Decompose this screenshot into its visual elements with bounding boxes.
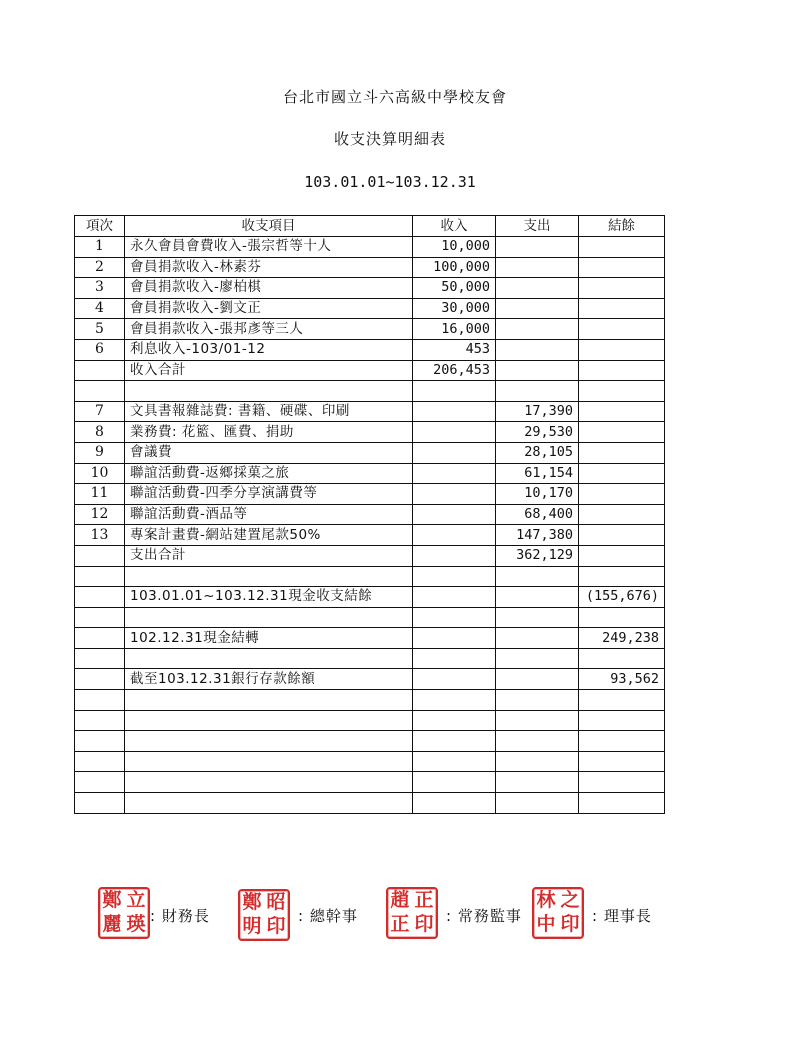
row-number-cell xyxy=(75,360,125,381)
row-income-cell xyxy=(413,504,496,525)
table-row xyxy=(75,772,665,793)
row-item-cell: 會員捐款收入-廖柏棋 xyxy=(125,278,413,299)
seal-char: 之 xyxy=(560,889,580,911)
row-income-cell: 50,000 xyxy=(413,278,496,299)
row-number-cell: 9 xyxy=(75,442,125,463)
document-title: 收支決算明細表 xyxy=(333,130,446,148)
row-expense-cell: 147,380 xyxy=(496,525,579,546)
row-income-cell: 16,000 xyxy=(413,319,496,340)
row-number-cell xyxy=(75,731,125,752)
org-title: 台北市國立斗六高級中學校友會 xyxy=(282,88,507,106)
row-balance-cell xyxy=(579,422,665,443)
col-header-item: 收支項目 xyxy=(125,216,413,237)
row-balance-cell xyxy=(579,793,665,814)
row-balance-cell xyxy=(579,545,665,566)
row-expense-cell xyxy=(496,360,579,381)
row-item-cell xyxy=(125,710,413,731)
table-row xyxy=(75,237,665,258)
row-expense-cell: 68,400 xyxy=(496,504,579,525)
row-income-cell xyxy=(413,463,496,484)
row-number-cell: 8 xyxy=(75,422,125,443)
row-expense-cell xyxy=(496,257,579,278)
row-income-cell: 100,000 xyxy=(413,257,496,278)
table-row xyxy=(75,504,665,525)
row-number-cell: 1 xyxy=(75,237,125,258)
row-expense-cell xyxy=(496,669,579,690)
row-balance-cell xyxy=(579,442,665,463)
row-number-cell: 7 xyxy=(75,401,125,422)
row-expense-cell xyxy=(496,772,579,793)
seal-stamp xyxy=(532,887,584,939)
row-balance-cell xyxy=(579,484,665,505)
row-balance-cell xyxy=(579,278,665,299)
row-expense-cell: 28,105 xyxy=(496,442,579,463)
reporting-period: 103.01.01~103.12.31 xyxy=(304,173,476,191)
row-expense-cell xyxy=(496,731,579,752)
seal-char: 立 xyxy=(126,889,146,911)
row-number-cell: 11 xyxy=(75,484,125,505)
ledger-header-row xyxy=(75,216,665,237)
row-balance-cell xyxy=(579,772,665,793)
row-expense-cell: 362,129 xyxy=(496,545,579,566)
row-income-cell xyxy=(413,648,496,669)
table-row xyxy=(75,731,665,752)
row-balance-cell: 93,562 xyxy=(579,669,665,690)
row-number-cell: 3 xyxy=(75,278,125,299)
seal-char: 趙 xyxy=(390,889,410,911)
row-income-cell xyxy=(413,731,496,752)
seal-char: 鄭 xyxy=(102,889,122,911)
row-item-cell xyxy=(125,731,413,752)
row-number-cell xyxy=(75,793,125,814)
row-number-cell xyxy=(75,628,125,649)
table-row xyxy=(75,278,665,299)
row-expense-cell xyxy=(496,793,579,814)
row-balance-cell xyxy=(579,237,665,258)
row-expense-cell: 61,154 xyxy=(496,463,579,484)
row-balance-cell: (155,676) xyxy=(579,587,665,608)
table-row xyxy=(75,381,665,402)
row-item-cell xyxy=(125,566,413,587)
row-item-cell xyxy=(125,751,413,772)
row-balance-cell xyxy=(579,710,665,731)
row-number-cell xyxy=(75,772,125,793)
row-balance-cell: 249,238 xyxy=(579,628,665,649)
row-income-cell xyxy=(413,793,496,814)
table-row xyxy=(75,648,665,669)
seal-stamp xyxy=(98,887,150,939)
table-row xyxy=(75,710,665,731)
role-chairman: : 理事長 xyxy=(592,907,652,925)
table-row xyxy=(75,751,665,772)
seal-char: 瑛 xyxy=(126,913,146,935)
row-balance-cell xyxy=(579,298,665,319)
row-item-cell xyxy=(125,690,413,711)
ledger-body xyxy=(75,237,665,814)
col-header-balance: 結餘 xyxy=(579,216,665,237)
row-expense-cell: 10,170 xyxy=(496,484,579,505)
table-row xyxy=(75,298,665,319)
row-balance-cell xyxy=(579,648,665,669)
row-income-cell: 453 xyxy=(413,339,496,360)
row-income-cell xyxy=(413,669,496,690)
row-number-cell: 12 xyxy=(75,504,125,525)
row-income-cell xyxy=(413,690,496,711)
row-expense-cell xyxy=(496,648,579,669)
row-item-cell: 聯誼活動費-酒品等 xyxy=(125,504,413,525)
row-number-cell xyxy=(75,545,125,566)
row-balance-cell xyxy=(579,690,665,711)
row-expense-cell xyxy=(496,298,579,319)
row-item-cell: 會員捐款收入-林素芬 xyxy=(125,257,413,278)
row-expense-cell xyxy=(496,278,579,299)
row-number-cell xyxy=(75,381,125,402)
table-row xyxy=(75,319,665,340)
seal-char: 印 xyxy=(560,913,580,935)
row-expense-cell xyxy=(496,319,579,340)
row-expense-cell xyxy=(496,607,579,628)
row-income-cell xyxy=(413,401,496,422)
row-item-cell xyxy=(125,648,413,669)
row-number-cell xyxy=(75,648,125,669)
row-balance-cell xyxy=(579,607,665,628)
table-row xyxy=(75,669,665,690)
table-row xyxy=(75,339,665,360)
row-expense-cell: 17,390 xyxy=(496,401,579,422)
seal-stamp xyxy=(386,887,438,939)
row-income-cell xyxy=(413,525,496,546)
row-income-cell: 10,000 xyxy=(413,237,496,258)
seal-char: 明 xyxy=(242,915,262,937)
row-item-cell xyxy=(125,793,413,814)
table-row xyxy=(75,545,665,566)
row-income-cell xyxy=(413,772,496,793)
col-header-no: 項次 xyxy=(75,216,125,237)
row-balance-cell xyxy=(579,751,665,772)
table-row xyxy=(75,463,665,484)
row-income-cell xyxy=(413,587,496,608)
row-income-cell xyxy=(413,710,496,731)
table-row xyxy=(75,401,665,422)
row-income-cell xyxy=(413,381,496,402)
seal-char: 正 xyxy=(390,913,410,935)
row-item-cell: 聯誼活動費-四季分享演講費等 xyxy=(125,484,413,505)
row-income-cell: 206,453 xyxy=(413,360,496,381)
row-expense-cell xyxy=(496,381,579,402)
row-item-cell: 永久會員會費收入-張宗哲等十人 xyxy=(125,237,413,258)
row-income-cell xyxy=(413,484,496,505)
row-expense-cell xyxy=(496,587,579,608)
row-income-cell xyxy=(413,442,496,463)
row-item-cell: 102.12.31現金結轉 xyxy=(125,628,413,649)
row-expense-cell xyxy=(496,339,579,360)
table-row xyxy=(75,422,665,443)
row-number-cell: 5 xyxy=(75,319,125,340)
seal-char: 印 xyxy=(414,913,434,935)
row-item-cell xyxy=(125,607,413,628)
row-item-cell: 會員捐款收入-劉文正 xyxy=(125,298,413,319)
row-balance-cell xyxy=(579,257,665,278)
row-number-cell: 13 xyxy=(75,525,125,546)
row-income-cell xyxy=(413,545,496,566)
seal-char: 麗 xyxy=(102,913,122,935)
role-treasurer: : 財務長 xyxy=(150,907,210,925)
row-income-cell xyxy=(413,607,496,628)
table-row xyxy=(75,525,665,546)
seal-stamp xyxy=(238,889,290,941)
row-balance-cell xyxy=(579,463,665,484)
row-item-cell: 會議費 xyxy=(125,442,413,463)
seal-char: 印 xyxy=(266,915,286,937)
seal-char: 中 xyxy=(536,913,556,935)
col-header-expense: 支出 xyxy=(496,216,579,237)
row-expense-cell xyxy=(496,690,579,711)
table-row xyxy=(75,628,665,649)
signature-row xyxy=(0,885,800,955)
row-number-cell xyxy=(75,587,125,608)
row-item-cell: 文具書報雜誌費: 書籍、硬碟、印刷 xyxy=(125,401,413,422)
row-number-cell xyxy=(75,566,125,587)
row-item-cell xyxy=(125,381,413,402)
row-balance-cell xyxy=(579,504,665,525)
row-item-cell: 專案計畫費-網站建置尾款50% xyxy=(125,525,413,546)
row-number-cell xyxy=(75,751,125,772)
row-balance-cell xyxy=(579,381,665,402)
role-standing-supervisor: : 常務監事 xyxy=(446,907,522,925)
row-income-cell xyxy=(413,422,496,443)
row-number-cell xyxy=(75,690,125,711)
row-balance-cell xyxy=(579,731,665,752)
row-item-cell: 利息收入-103/01-12 xyxy=(125,339,413,360)
row-balance-cell xyxy=(579,566,665,587)
row-balance-cell xyxy=(579,401,665,422)
ledger-table xyxy=(74,215,665,814)
row-expense-cell: 29,530 xyxy=(496,422,579,443)
row-number-cell: 6 xyxy=(75,339,125,360)
seal-char: 正 xyxy=(414,889,434,911)
role-secretary-general: : 總幹事 xyxy=(298,907,358,925)
row-item-cell: 收入合計 xyxy=(125,360,413,381)
row-item-cell: 支出合計 xyxy=(125,545,413,566)
row-number-cell xyxy=(75,710,125,731)
row-item-cell: 聯誼活動費-返鄉採菓之旅 xyxy=(125,463,413,484)
seal-char: 林 xyxy=(536,889,556,911)
row-income-cell xyxy=(413,628,496,649)
row-number-cell xyxy=(75,607,125,628)
table-row xyxy=(75,793,665,814)
row-number-cell: 10 xyxy=(75,463,125,484)
row-balance-cell xyxy=(579,525,665,546)
col-header-income: 收入 xyxy=(413,216,496,237)
row-number-cell xyxy=(75,669,125,690)
seal-char: 鄭 xyxy=(242,891,262,913)
row-income-cell: 30,000 xyxy=(413,298,496,319)
row-number-cell: 2 xyxy=(75,257,125,278)
table-row xyxy=(75,442,665,463)
row-expense-cell xyxy=(496,751,579,772)
row-item-cell: 截至103.12.31銀行存款餘額 xyxy=(125,669,413,690)
row-expense-cell xyxy=(496,710,579,731)
row-expense-cell xyxy=(496,566,579,587)
table-row xyxy=(75,587,665,608)
row-income-cell xyxy=(413,751,496,772)
table-row xyxy=(75,566,665,587)
table-row xyxy=(75,690,665,711)
seal-char: 昭 xyxy=(266,891,286,913)
row-expense-cell xyxy=(496,628,579,649)
row-balance-cell xyxy=(579,319,665,340)
row-item-cell xyxy=(125,772,413,793)
row-balance-cell xyxy=(579,339,665,360)
row-item-cell: 業務費: 花籃、匯費、捐助 xyxy=(125,422,413,443)
row-income-cell xyxy=(413,566,496,587)
row-balance-cell xyxy=(579,360,665,381)
row-expense-cell xyxy=(496,237,579,258)
row-item-cell: 103.01.01~103.12.31現金收支結餘 xyxy=(125,587,413,608)
table-row xyxy=(75,607,665,628)
row-number-cell: 4 xyxy=(75,298,125,319)
row-item-cell: 會員捐款收入-張邦彥等三人 xyxy=(125,319,413,340)
table-row xyxy=(75,257,665,278)
table-row xyxy=(75,360,665,381)
table-row xyxy=(75,484,665,505)
